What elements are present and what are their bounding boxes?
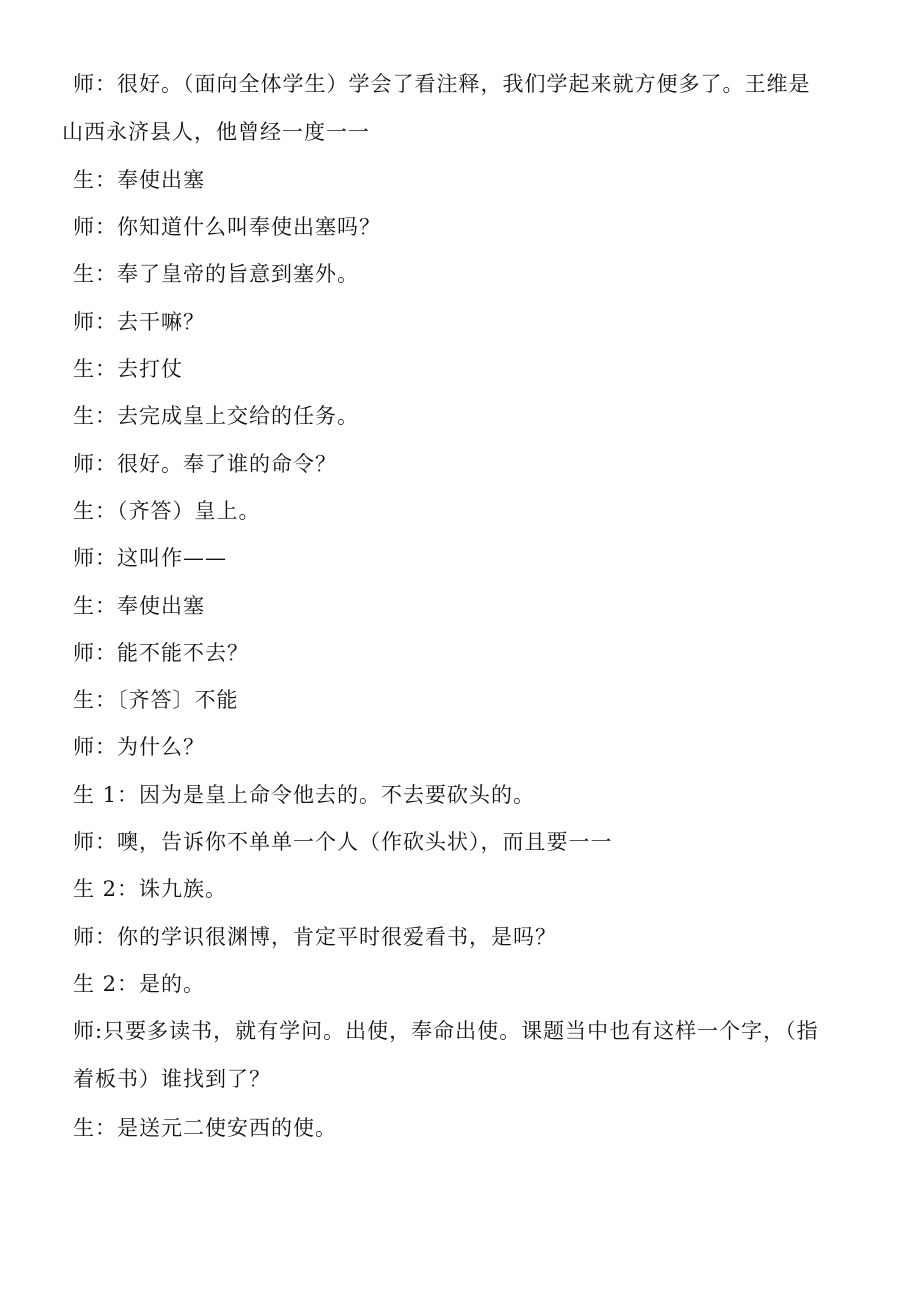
dialogue-line: 师：你的学识很渊博，肯定平时很爱看书，是吗？ — [73, 925, 557, 949]
dialogue-line: 师：为什么？ — [73, 735, 205, 759]
dialogue-line: 生：去完成皇上交给的任务。 — [73, 404, 359, 428]
dialogue-line: 生：奉使出塞 — [73, 168, 205, 192]
dialogue-line: 生 1：因为是皇上命令他去的。不去要砍头的。 — [73, 783, 536, 807]
dialogue-line: 师：去干嘛？ — [73, 310, 205, 334]
dialogue-line: 师:只要多读书，就有学问。出使，奉命出使。课题当中也有这样一个字，（指 — [73, 1019, 819, 1043]
dialogue-line: 师：这叫作—— — [73, 546, 227, 570]
dialogue-line: 生：奉了皇帝的旨意到塞外。 — [73, 262, 359, 286]
dialogue-line: 师：噢，告诉你不单单一个人（作砍头状），而且要一一 — [73, 830, 613, 854]
dialogue-line: 生：去打仗 — [73, 357, 183, 381]
dialogue-line: 师：很好。奉了谁的命令？ — [73, 452, 337, 476]
dialogue-line: 生：奉使出塞 — [73, 594, 205, 618]
dialogue-line: 师：很好。（面向全体学生）学会了看注释，我们学起来就方便多了。王维是 — [73, 72, 811, 96]
dialogue-line: 着板书）谁找到了？ — [73, 1067, 271, 1091]
dialogue-line: 生 2：是的。 — [73, 972, 206, 996]
dialogue-line: 生 2：诛九族。 — [73, 877, 228, 901]
dialogue-line: 生：（齐答）皇上。 — [73, 499, 261, 523]
dialogue-line: 山西永济县人，他曾经一度一一 — [62, 120, 370, 144]
dialogue-line: 生：〔齐答〕不能 — [73, 688, 239, 712]
dialogue-line: 师：你知道什么叫奉使出塞吗？ — [73, 215, 381, 239]
dialogue-line: 生：是送元二使安西的使。 — [73, 1116, 337, 1140]
dialogue-line: 师：能不能不去？ — [73, 641, 249, 665]
